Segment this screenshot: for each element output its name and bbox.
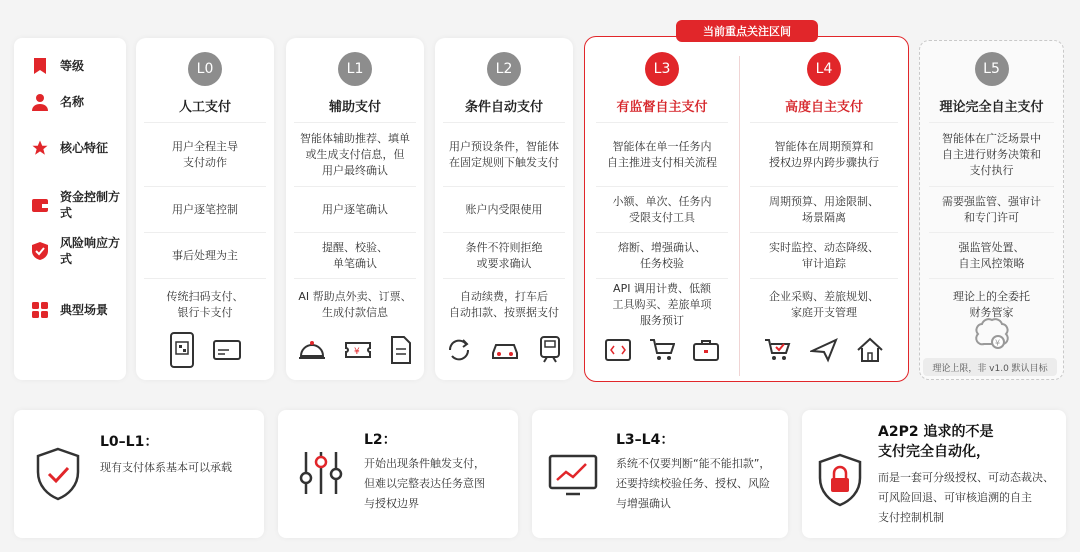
summary-text: 而是一套可分级授权、可动态裁决、 可风险回退、可审核追溯的自主 支付控制机制	[878, 471, 1054, 524]
level-cell-scene: 自动续费，打车后 自动扣款、按票据支付	[443, 278, 565, 330]
scene-icons	[921, 314, 1062, 354]
ticket-icon	[344, 339, 372, 361]
shield-check-icon	[30, 241, 50, 261]
level-cell-risk: 实时监控、动态降级、 审计追踪	[750, 232, 898, 278]
level-name: 理论完全自主支付	[939, 100, 1044, 115]
label-funds-control: 资金控制方式	[14, 188, 126, 222]
train-icon	[538, 336, 562, 364]
label-column	[14, 38, 126, 380]
level-cell-risk: 熔断、增强确认、 任务校验	[596, 232, 728, 278]
level-cell-scene: 理论上的全委托 财务管家	[929, 278, 1054, 330]
level-badge: L4	[807, 52, 841, 86]
level-cell-funds: 小额、单次、任务内 受限支付工具	[596, 186, 728, 232]
summary-card-l3-l4	[532, 410, 788, 538]
level-cell-funds: 用户逐笔控制	[144, 186, 266, 232]
focus-range-tag: 当前重点关注区间	[676, 20, 818, 42]
level-badge: L5	[975, 52, 1009, 86]
level-column-l0	[136, 38, 274, 380]
phone-qr-icon	[169, 332, 195, 368]
level-cell-risk: 条件不符则拒绝 或要求确认	[443, 232, 565, 278]
level-cell-funds: 用户逐笔确认	[294, 186, 416, 232]
sliders-icon	[296, 448, 346, 502]
level-column-l3	[588, 38, 736, 380]
summary-title: L2：	[364, 432, 397, 448]
level-column-l4	[742, 38, 906, 380]
scene-icons	[286, 330, 424, 370]
level-cell-funds: 周期预算、用途限制、 场景隔离	[750, 186, 898, 232]
brain-coin-icon	[972, 316, 1012, 352]
level-cell-funds: 账户内受限使用	[443, 186, 565, 232]
svg-text:¥: ¥	[354, 347, 360, 357]
summary-title: L0–L1：	[100, 434, 159, 450]
label-risk-response: 风险响应方式	[14, 234, 126, 268]
level-badge: L3	[645, 52, 679, 86]
scene-icons	[742, 330, 906, 370]
bank-card-icon	[213, 340, 241, 360]
label-name: 名称	[14, 92, 126, 112]
refresh-icon	[446, 337, 472, 363]
level-cell-feature: 智能体辅助推荐、填单 或生成支付信息，但 用户最终确认	[294, 122, 416, 186]
code-window-icon	[605, 339, 631, 361]
level-badge: L2	[487, 52, 521, 86]
label-core-feature: 核心特征	[14, 138, 126, 158]
scene-icons	[136, 330, 274, 370]
level-cell-risk: 提醒、校验、 单笔确认	[294, 232, 416, 278]
level-cell-funds: 需要强监管、强审计 和专门许可	[929, 186, 1054, 232]
document-icon	[390, 336, 412, 364]
level-cell-feature: 用户预设条件，智能体 在固定规则下触发支付	[443, 122, 565, 186]
shield-lock-icon	[816, 452, 864, 512]
level-cell-scene: AI 帮助点外卖、订票、 生成付款信息	[294, 278, 416, 330]
summary-title: L3–L4：	[616, 432, 675, 448]
level-badge: L0	[188, 52, 222, 86]
summary-title: A2P2 追求的不是 支付完全自动化，	[878, 424, 994, 460]
monitor-chart-icon	[548, 454, 598, 502]
food-cloche-icon	[298, 339, 326, 361]
level-cell-risk: 强监管处置、 自主风控策略	[929, 232, 1054, 278]
bookmark-icon	[30, 56, 50, 76]
home-icon	[856, 337, 884, 363]
level-cell-scene: 企业采购、差旅规划、 家庭开支管理	[750, 278, 898, 330]
cart-icon	[649, 338, 675, 362]
level-column-l1	[286, 38, 424, 380]
level-name: 有监督自主支付	[616, 100, 708, 115]
summary-text: 开始出现条件触发支付， 但难以完整表达任务意图 与授权边界	[364, 457, 485, 510]
level-badge: L1	[338, 52, 372, 86]
label-level: 等级	[14, 56, 126, 76]
level-name: 辅助支付	[328, 100, 381, 115]
level-cell-scene: API 调用计费、低额 工具购买、差旅单项 服务预订	[596, 278, 728, 330]
level-name: 条件自动支付	[464, 100, 543, 115]
star-icon	[30, 138, 50, 158]
level-cell-scene: 传统扫码支付、 银行卡支付	[144, 278, 266, 330]
shopping-cart-check-icon	[764, 338, 792, 362]
scene-icons	[435, 330, 573, 370]
level-cell-feature: 智能体在广泛场景中 自主进行财务决策和 支付执行	[929, 122, 1054, 186]
shield-check-icon	[34, 446, 82, 506]
summary-card-l0-l1	[14, 410, 264, 538]
label-typical-scene: 典型场景	[14, 300, 126, 320]
level-cell-feature: 智能体在单一任务内 自主推进支付相关流程	[596, 122, 728, 186]
wallet-icon	[30, 195, 50, 215]
car-icon	[490, 339, 520, 361]
summary-text: 现有支付体系基本可以承载	[100, 461, 232, 474]
scene-icons	[588, 330, 736, 370]
l5-note: 理论上限，非 v1.0 默认目标	[923, 358, 1057, 376]
level-cell-feature: 用户全程主导 支付动作	[144, 122, 266, 186]
level-name: 人工支付	[178, 100, 231, 115]
level-column-l5	[921, 38, 1062, 380]
level-cell-risk: 事后处理为主	[144, 232, 266, 278]
level-name: 高度自主支付	[784, 100, 863, 115]
summary-text: 系统不仅要判断“能不能扣款”， 还要持续校验任务、授权、风险 与增强确认	[616, 457, 771, 510]
airplane-icon	[810, 337, 838, 363]
person-icon	[30, 92, 50, 112]
focus-range-divider	[739, 56, 740, 376]
svg-text:¥: ¥	[994, 338, 1000, 348]
briefcase-icon	[693, 339, 719, 361]
summary-card-l2	[278, 410, 518, 538]
level-column-l2	[435, 38, 573, 380]
summary-card-a2p2	[802, 410, 1066, 538]
level-cell-feature: 智能体在周期预算和 授权边界内跨步骤执行	[750, 122, 898, 186]
grid-icon	[30, 300, 50, 320]
